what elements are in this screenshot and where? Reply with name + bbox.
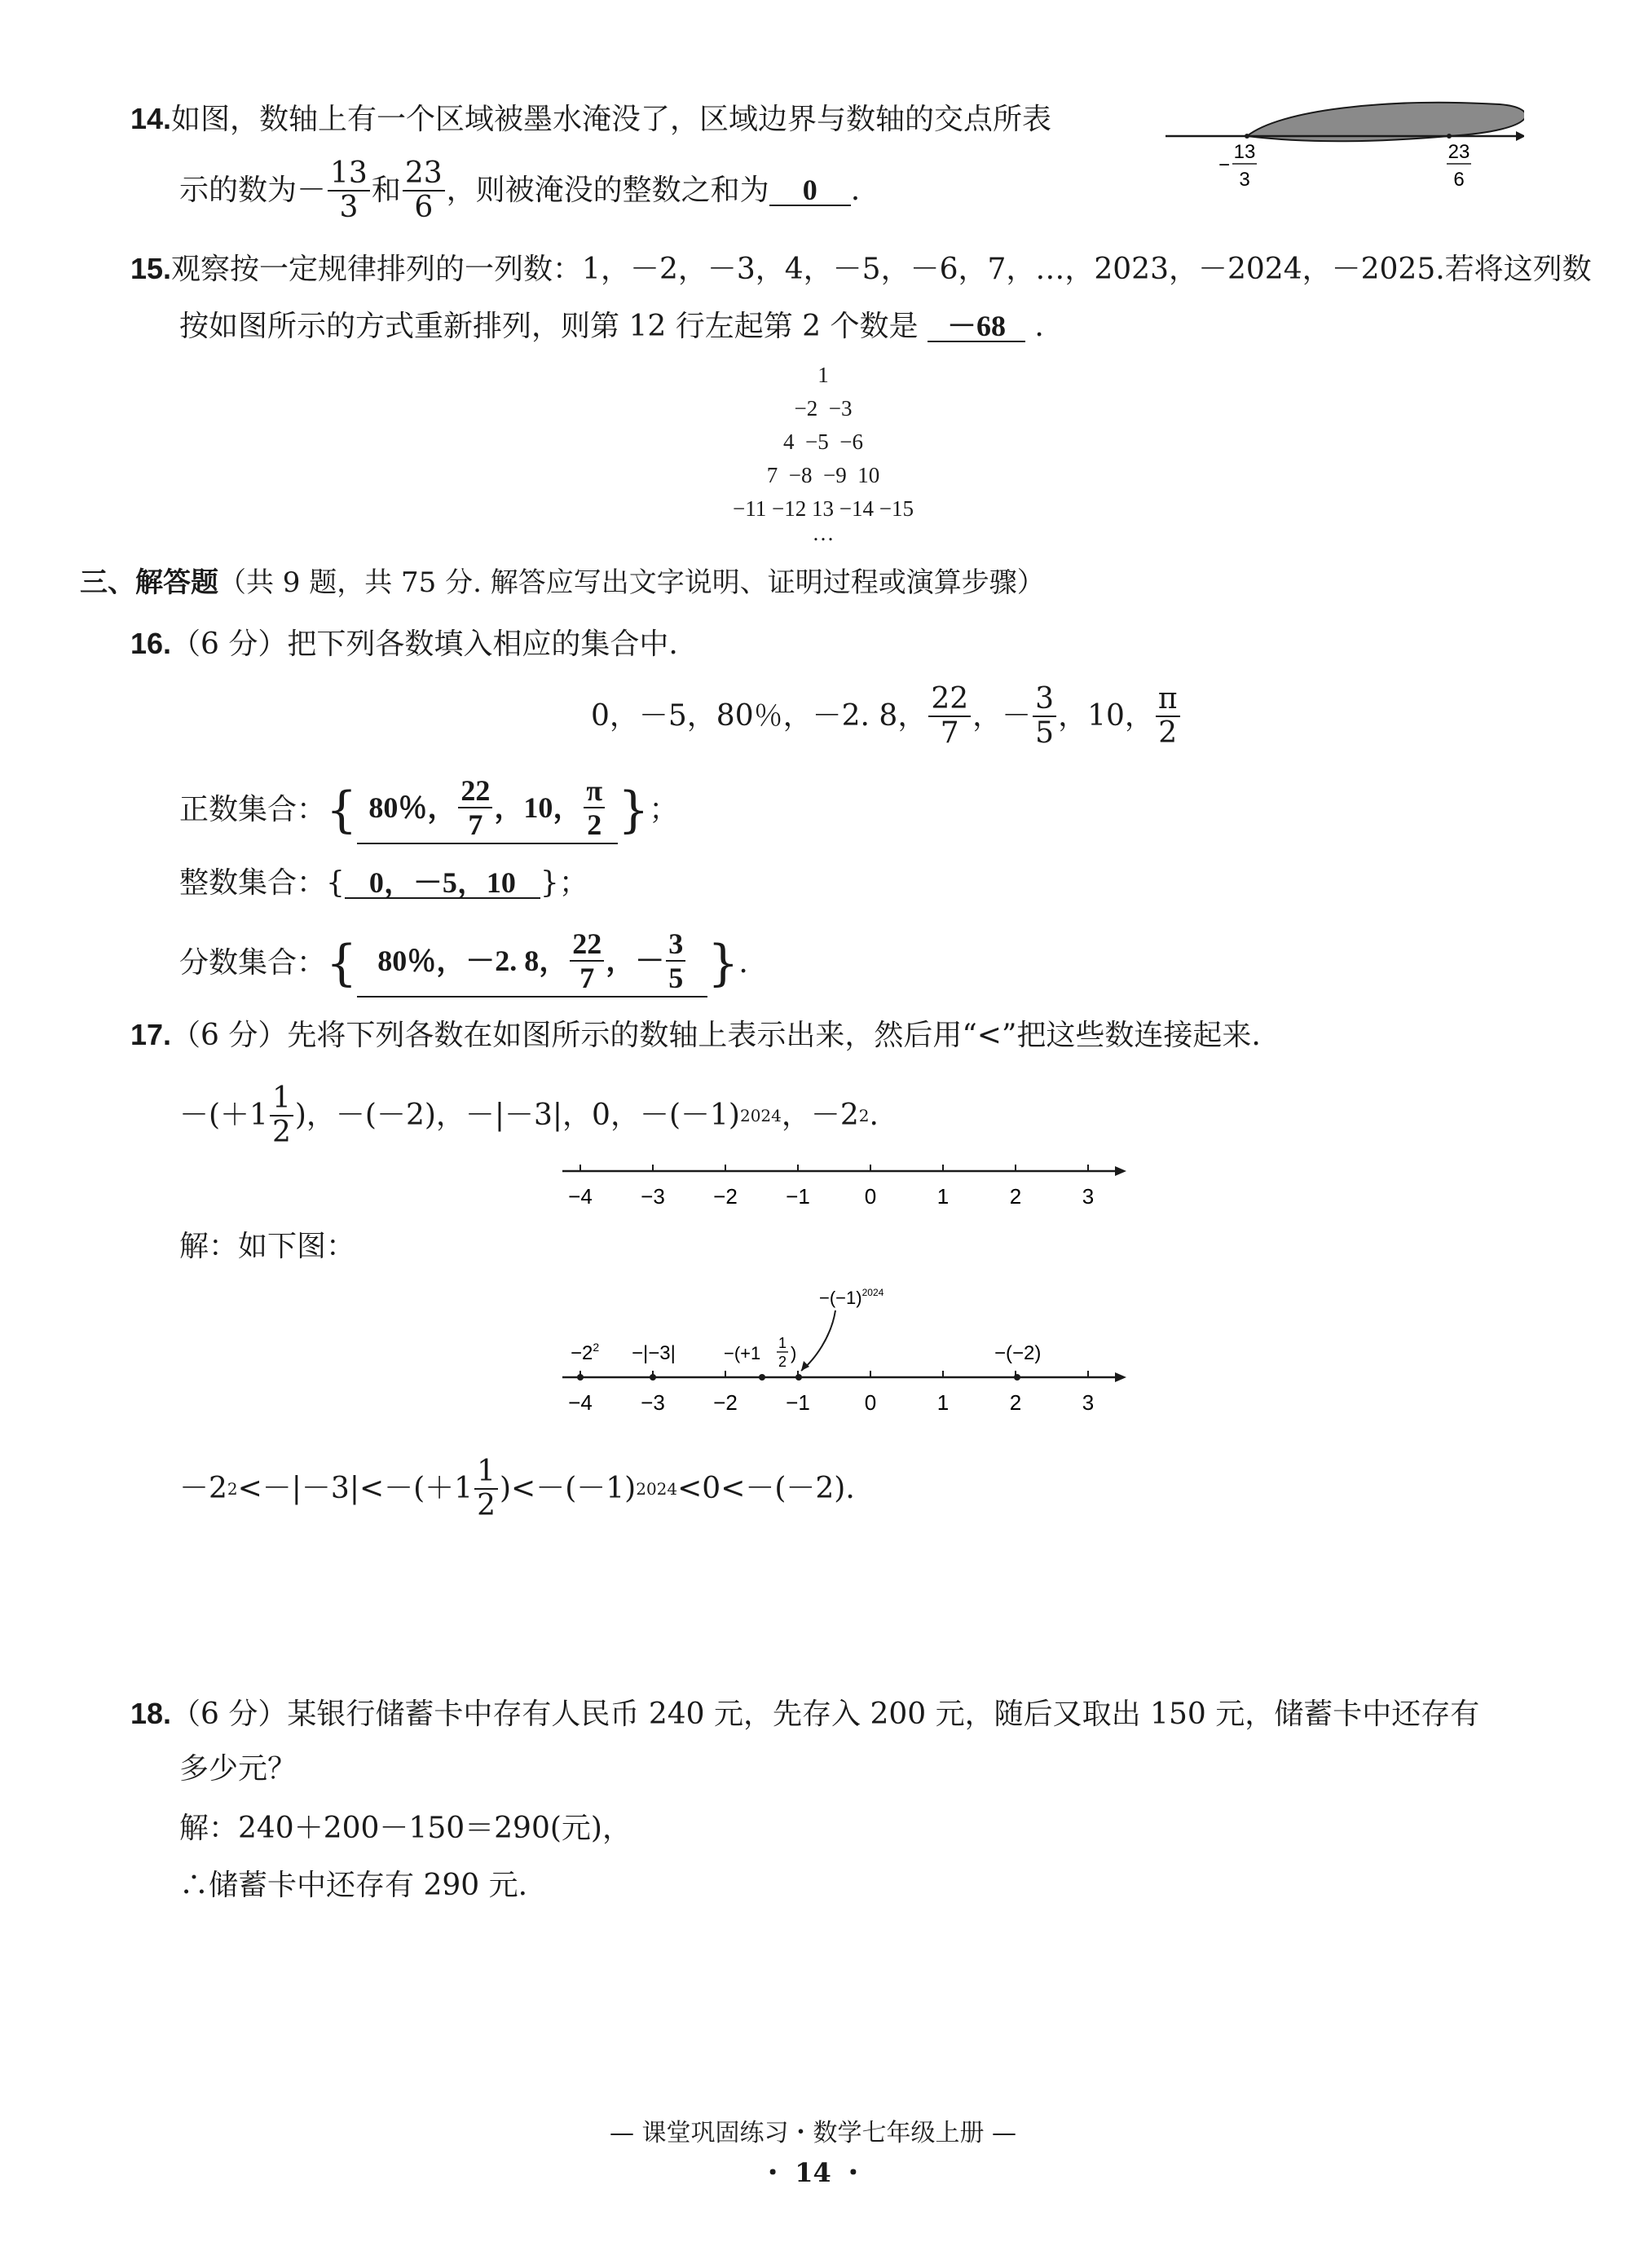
q17-number-list: －(＋1 $\frac{1}{2}$ )，－(－2)，－|－3|，0，－(－1) 2024 ，－2 2 . (179, 1081, 879, 1149)
q16-fraction-set: 分数集合： { 80％，－2. 8， $\frac{22}{7}$ ，－ $\frac{3}{5}$ } . (179, 929, 748, 997)
q17-solution-number-line (554, 1279, 1141, 1418)
fig-left-den: 3 (1239, 169, 1250, 191)
tick-label: 0 (864, 1184, 877, 1209)
triangle-row: −11 −12 13 −14 −15 (733, 496, 914, 521)
label-half-den: 2 (778, 1354, 787, 1370)
tick-label: 3 (1082, 1390, 1095, 1415)
label-minus-minus-2: −(−2) (994, 1342, 1042, 1364)
q16-number-list: 0，－5，80％，－2. 8， $\frac{22}{7}$ ，－ $\frac{3}{5}$ ，10， $\frac{\pi}{2}$ (591, 685, 1182, 748)
q16-integer-answer: 0，－5，10 (345, 868, 540, 899)
label-close-paren: ) (791, 1343, 797, 1363)
label-minus-neg1-pow: $-(-1)^{2024}$ (819, 1287, 884, 1308)
tick-label: 1 (936, 1390, 950, 1415)
tick-label: 2 (1009, 1390, 1022, 1415)
fraction: $\frac{\pi}{2}$ (1156, 685, 1180, 748)
tick-label: −2 (713, 1184, 738, 1209)
label-minus-abs-3: −|−3| (632, 1342, 676, 1364)
triangle-row: −2 −3 (794, 396, 853, 421)
q14-line2: 示的数为 － $\frac{13}{3}$ 和 $\frac{23}{6}$ ，则被淹没的整数之和为 0 . (179, 156, 861, 224)
axis-arrow-icon (1516, 131, 1524, 141)
point-minus-1-5 (759, 1374, 765, 1381)
q16-prompt: 16.（6 分）把下列各数填入相应的集合中. (130, 627, 678, 661)
axis-arrow-icon (1115, 1166, 1126, 1176)
label-minus-plus-1-half-a: −(+1 (724, 1343, 761, 1363)
fig-left-num: 13 (1233, 141, 1256, 163)
pointer-arrow-icon (801, 1361, 809, 1371)
q16-fraction-answer: 80％，－2. 8， $\frac{22}{7}$ ，－ $\frac{3}{5}$ (357, 929, 707, 997)
fig-right-num: 23 (1448, 141, 1470, 163)
tick-label: −3 (641, 1184, 665, 1209)
tick-label: 1 (936, 1184, 950, 1209)
fig-left-minus: − (1218, 154, 1231, 176)
q18-line1: 18.（6 分）某银行储蓄卡中存有人民币 240 元，先存入 200 元，随后又取出 150 元，储蓄卡中还存有 (130, 1697, 1480, 1731)
fraction: $\frac{13}{3}$ (328, 159, 370, 222)
q14-answer: 0 (769, 175, 851, 206)
q17-prompt: 17.（6 分）先将下列各数在如图所示的数轴上表示出来，然后用“<”把这些数连接起来. (130, 1018, 1261, 1052)
label-minus-2-squared: $-2^2$ (571, 1341, 600, 1364)
point-minus-2-squared (577, 1374, 584, 1381)
triangle-row: 7 −8 −9 10 (766, 463, 880, 487)
section-3-heading: 三、解答题（共 9 题，共 75 分. 解答应写出文字说明、证明过程或演算步骤） (80, 566, 1045, 599)
q17-inequality: －2 2 <－|－3|<－(＋1 $\frac{1}{2}$ )<－(－1) 2024 <0<－(－2). (179, 1455, 855, 1522)
triangle-row: … (812, 521, 835, 545)
tick-label: −2 (713, 1390, 738, 1415)
tick-label: −4 (568, 1390, 593, 1415)
point-minus-minus-2 (1014, 1374, 1020, 1381)
tick-label: 0 (864, 1390, 877, 1415)
point-minus-1 (795, 1374, 802, 1381)
q15-line1: 15.观察按一定规律排列的一列数：1，－2，－3，4，－5，－6，7，…，2023，－2024，－2025.若将这列数 (130, 252, 1592, 286)
fig-right-den: 6 (1453, 169, 1465, 191)
axis-arrow-icon (1115, 1372, 1126, 1382)
q15-number-triangle (652, 359, 994, 545)
q16-integer-set: 整数集合： { 0，－5，10 } ； (179, 866, 588, 900)
q18-line2: 多少元？ (179, 1752, 297, 1786)
tick-label: −1 (786, 1184, 810, 1209)
fraction: $\frac{23}{6}$ (403, 159, 445, 222)
triangle-row: 1 (817, 363, 829, 387)
q14-ink-number-line (1157, 90, 1524, 204)
tick-label: −3 (641, 1390, 665, 1415)
tick-label: 2 (1009, 1184, 1022, 1209)
q18-solution-conclusion: ∴储蓄卡中还存有 290 元. (179, 1869, 528, 1902)
q15-answer: －68 (928, 311, 1025, 342)
tick-label: −1 (786, 1390, 810, 1415)
footer-page-number: ・ 14 ・ (760, 2157, 866, 2188)
q17-blank-number-line (554, 1153, 1141, 1218)
footer-book-title: — 课堂巩固练习・数学七年级上册 — (609, 2119, 1017, 2147)
q15-line2: 按如图所示的方式重新排列，则第 12 行左起第 2 个数是 －68 . (179, 310, 1044, 343)
pointer-arrow-line (801, 1310, 835, 1371)
tick-label: 3 (1082, 1184, 1095, 1209)
point-minus-abs-3 (650, 1374, 656, 1381)
triangle-row: 4 −5 −6 (783, 429, 863, 454)
q17-solution-label: 解：如下图： (179, 1230, 356, 1263)
q14-line1: 14.如图，数轴上有一个区域被墨水淹没了，区域边界与数轴的交点所表 (130, 102, 1052, 136)
tick-label: −4 (568, 1184, 593, 1209)
label-half-num: 1 (778, 1335, 787, 1351)
fraction: $\frac{3}{5}$ (1033, 685, 1056, 748)
q18-solution-step: 解：240＋200－150＝290(元)， (179, 1812, 632, 1845)
fraction: $\frac{22}{7}$ (928, 685, 971, 748)
q16-positive-answer: 80％， $\frac{22}{7}$ ，10， $\frac{\pi}{2}$ (357, 776, 618, 844)
q16-positive-set: 正数集合： { 80％， $\frac{22}{7}$ ，10， $\frac{\pi}{2}$ } ； (179, 776, 678, 844)
